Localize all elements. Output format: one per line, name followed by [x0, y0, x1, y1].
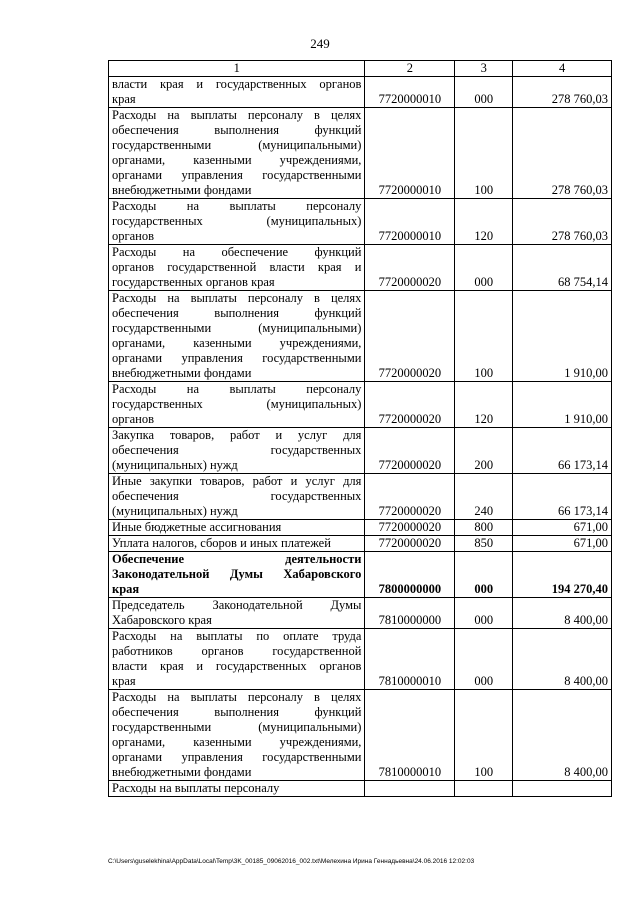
table-row	[109, 474, 612, 520]
description-line: Расходы на выплаты персоналу	[112, 382, 362, 396]
description-line: органами управления государственными	[112, 168, 362, 182]
header-col-2: 2	[365, 61, 455, 77]
table-body	[109, 77, 612, 797]
description-line: обеспечения выполнения функций	[112, 705, 362, 719]
description-line: власти края и государственных органов	[112, 77, 362, 91]
table-row	[109, 291, 612, 382]
description-line: Расходы на выплаты персоналу в целях	[112, 690, 362, 704]
table-row	[109, 629, 612, 690]
table-row	[109, 245, 612, 291]
file-path-footer: C:\Users\guselekhina\AppData\Local\Temp\3K_00185_09062016_002.txt\Мелехина Ирина Геннадьевна\24.06.2016 12:02:03	[108, 858, 475, 865]
description-line: органами управления государственными	[112, 351, 362, 365]
row-target-code: 7720000020	[365, 520, 455, 536]
row-description	[109, 629, 365, 690]
description-line: власти края и государственных органов	[112, 659, 362, 673]
table-row	[109, 552, 612, 598]
row-description	[109, 428, 365, 474]
row-amount: 68 754,14	[513, 245, 612, 291]
table-row	[109, 781, 612, 797]
row-target-code: 7720000010	[365, 77, 455, 108]
table-row	[109, 598, 612, 629]
row-amount: 1 910,00	[513, 382, 612, 428]
description-line: Расходы на выплаты персоналу в целях	[112, 108, 362, 122]
row-target-code: 7720000020	[365, 382, 455, 428]
row-amount: 671,00	[513, 536, 612, 552]
table-row	[109, 199, 612, 245]
description-line: государственных (муниципальных)	[112, 397, 362, 411]
row-expense-type: 120	[455, 199, 513, 245]
description-line: органами, казенными учреждениями,	[112, 153, 362, 167]
row-expense-type: 800	[455, 520, 513, 536]
row-target-code: 7800000000	[365, 552, 455, 598]
row-target-code	[365, 781, 455, 797]
row-description	[109, 781, 365, 797]
row-amount: 278 760,03	[513, 199, 612, 245]
header-col-3: 3	[455, 61, 513, 77]
description-line: Расходы на выплаты по оплате труда	[112, 629, 362, 643]
row-amount: 8 400,00	[513, 598, 612, 629]
header-col-1: 1	[109, 61, 365, 77]
row-expense-type	[455, 781, 513, 797]
row-amount: 66 173,14	[513, 474, 612, 520]
row-expense-type: 850	[455, 536, 513, 552]
budget-table	[108, 60, 612, 797]
description-line: Уплата налогов, сборов и иных платежей	[112, 536, 331, 550]
row-expense-type: 000	[455, 598, 513, 629]
table-row	[109, 77, 612, 108]
row-description	[109, 520, 365, 536]
description-line: Расходы на обеспечение функций	[112, 245, 362, 259]
row-target-code: 7720000020	[365, 291, 455, 382]
row-amount: 1 910,00	[513, 291, 612, 382]
description-line: государственными (муниципальными)	[112, 321, 362, 335]
description-line: органов	[112, 412, 155, 426]
row-amount: 8 400,00	[513, 690, 612, 781]
row-target-code: 7720000010	[365, 108, 455, 199]
table-row	[109, 690, 612, 781]
description-line: (муниципальных) нужд	[112, 504, 238, 518]
description-line: Закупка товаров, работ и услуг для	[112, 428, 362, 442]
description-line: государственными (муниципальными)	[112, 720, 362, 734]
row-expense-type: 200	[455, 428, 513, 474]
row-target-code: 7720000020	[365, 245, 455, 291]
description-line: Председатель Законодательной Думы	[112, 598, 362, 612]
row-expense-type: 000	[455, 245, 513, 291]
row-description	[109, 690, 365, 781]
row-description	[109, 77, 365, 108]
row-description	[109, 382, 365, 428]
description-line: государственных (муниципальных)	[112, 214, 362, 228]
description-line: государственных органов края	[112, 275, 275, 289]
row-description	[109, 598, 365, 629]
row-amount: 8 400,00	[513, 629, 612, 690]
table-row	[109, 428, 612, 474]
row-target-code: 7810000000	[365, 598, 455, 629]
description-line: обеспечения выполнения функций	[112, 123, 362, 137]
page-number: 249	[310, 36, 330, 51]
row-expense-type: 000	[455, 77, 513, 108]
row-description	[109, 245, 365, 291]
row-description	[109, 474, 365, 520]
row-amount: 278 760,03	[513, 108, 612, 199]
row-description	[109, 108, 365, 199]
description-line: органами управления государственными	[112, 750, 362, 764]
description-line: органами, казенными учреждениями,	[112, 735, 362, 749]
row-expense-type: 100	[455, 108, 513, 199]
row-target-code: 7720000020	[365, 536, 455, 552]
row-expense-type: 000	[455, 552, 513, 598]
description-line: работников органов государственной	[112, 644, 362, 658]
description-line: края	[112, 92, 136, 106]
row-description	[109, 536, 365, 552]
description-line: обеспечения выполнения функций	[112, 306, 362, 320]
description-line: Расходы на выплаты персоналу	[112, 781, 280, 795]
row-description	[109, 552, 365, 598]
row-target-code: 7810000010	[365, 690, 455, 781]
description-line: государственными (муниципальными)	[112, 138, 362, 152]
row-target-code: 7720000020	[365, 428, 455, 474]
description-line: (муниципальных) нужд	[112, 458, 238, 472]
description-line: внебюджетными фондами	[112, 183, 252, 197]
description-line: обеспечения государственных	[112, 489, 362, 503]
description-line: края	[112, 674, 136, 688]
row-amount: 278 760,03	[513, 77, 612, 108]
row-expense-type: 100	[455, 690, 513, 781]
row-expense-type: 100	[455, 291, 513, 382]
row-target-code: 7810000010	[365, 629, 455, 690]
row-amount: 66 173,14	[513, 428, 612, 474]
description-line: Иные закупки товаров, работ и услуг для	[112, 474, 362, 488]
description-line: органов государственной власти края и	[112, 260, 362, 274]
description-line: обеспечения государственных	[112, 443, 362, 457]
row-description	[109, 291, 365, 382]
row-expense-type: 120	[455, 382, 513, 428]
row-amount	[513, 781, 612, 797]
description-line: органов	[112, 229, 155, 243]
description-line: Расходы на выплаты персоналу в целях	[112, 291, 362, 305]
table-row	[109, 536, 612, 552]
row-amount: 194 270,40	[513, 552, 612, 598]
row-expense-type: 000	[455, 629, 513, 690]
table-row	[109, 520, 612, 536]
row-amount: 671,00	[513, 520, 612, 536]
row-target-code: 7720000010	[365, 199, 455, 245]
table-row	[109, 382, 612, 428]
row-target-code: 7720000020	[365, 474, 455, 520]
description-line: Законодательной Думы Хабаровского	[112, 567, 362, 581]
header-col-4: 4	[513, 61, 612, 77]
description-line: органами, казенными учреждениями,	[112, 336, 362, 350]
description-line: внебюджетными фондами	[112, 765, 252, 779]
description-line: внебюджетными фондами	[112, 366, 252, 380]
description-line: Расходы на выплаты персоналу	[112, 199, 362, 213]
row-expense-type: 240	[455, 474, 513, 520]
description-line: края	[112, 582, 140, 596]
description-line: Обеспечение деятельности	[112, 552, 362, 566]
row-description	[109, 199, 365, 245]
table-row	[109, 108, 612, 199]
table-header-row	[109, 61, 612, 77]
description-line: Хабаровского края	[112, 613, 212, 627]
description-line: Иные бюджетные ассигнования	[112, 520, 282, 534]
